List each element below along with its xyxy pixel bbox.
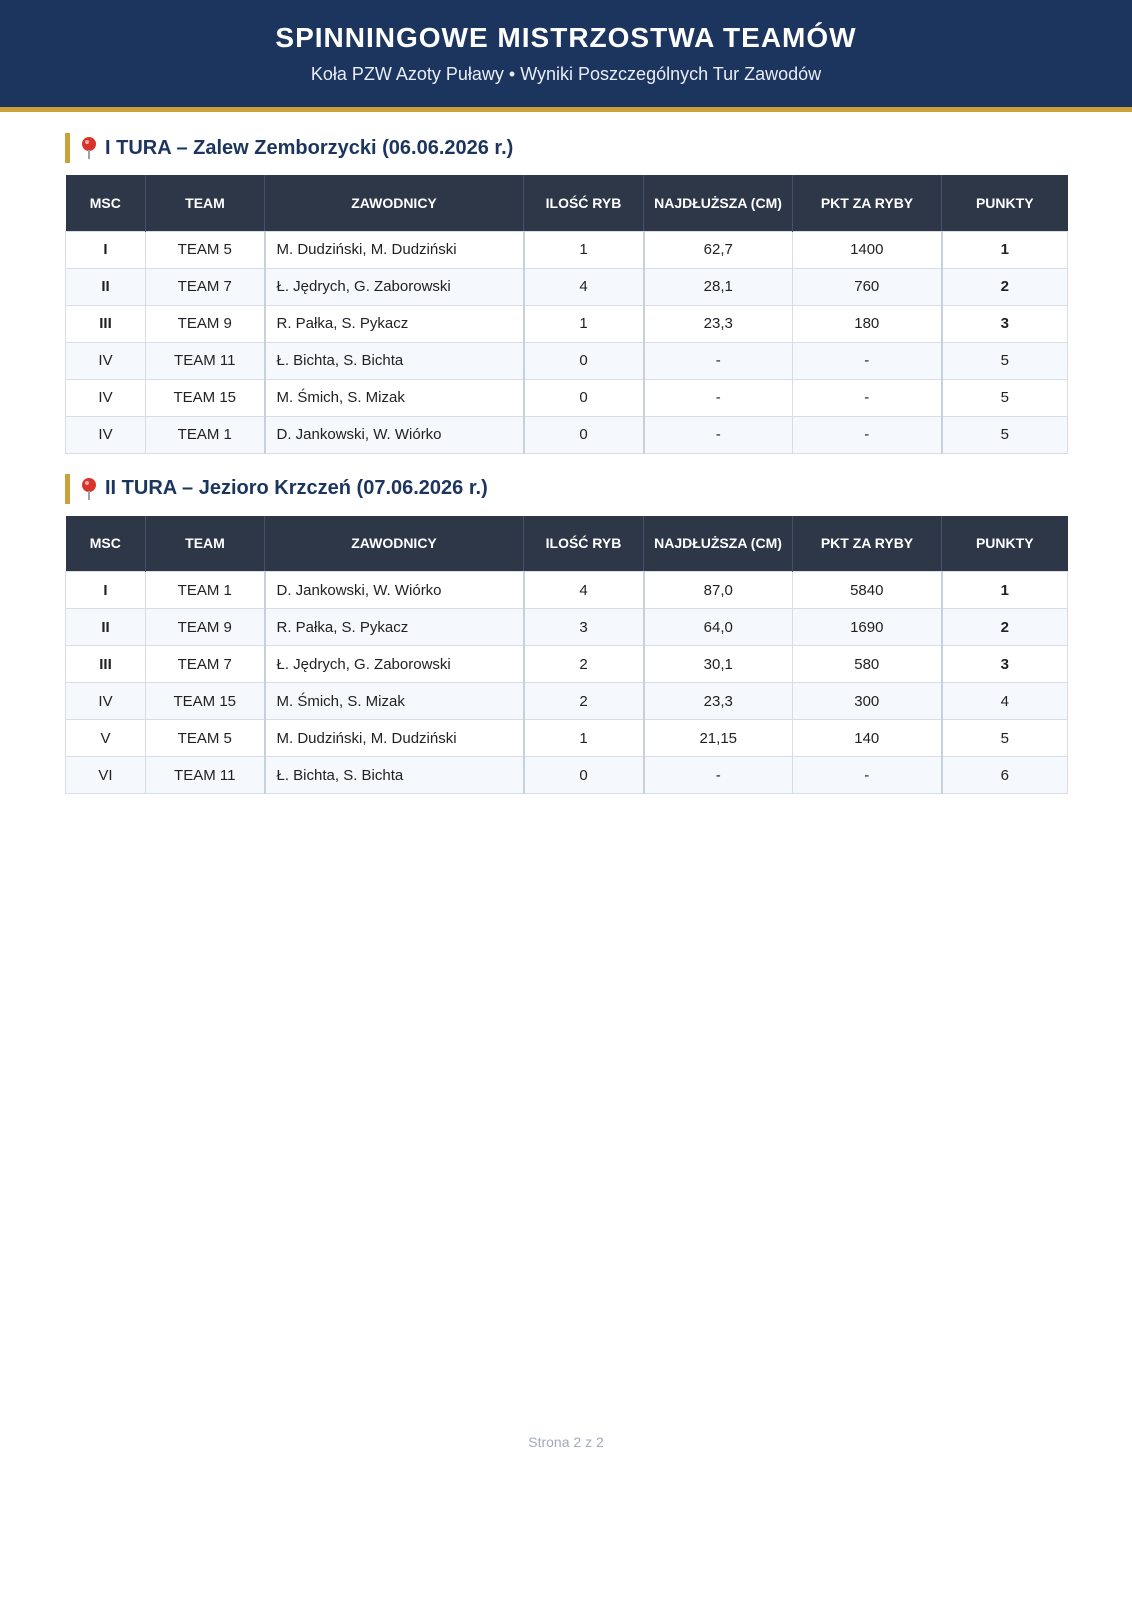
column-header-points: PUNKTY	[942, 516, 1068, 572]
cell-place: IV	[66, 379, 146, 416]
cell-points: 2	[942, 609, 1068, 646]
round-section-2	[65, 474, 1067, 795]
cell-players: R. Pałka, S. Pykacz	[265, 609, 524, 646]
cell-players: R. Pałka, S. Pykacz	[265, 305, 524, 342]
table-row	[66, 342, 1068, 379]
cell-fish-count: 4	[524, 572, 644, 609]
cell-points: 4	[942, 683, 1068, 720]
round-title: II TURA – Jezioro Krzczeń (07.06.2026 r.)	[105, 477, 488, 499]
column-header-team: TEAM	[146, 175, 265, 231]
cell-fish-points: -	[793, 757, 942, 794]
cell-players: Ł. Bichta, S. Bichta	[265, 757, 524, 794]
map-pin-icon	[82, 478, 96, 500]
table-row	[66, 646, 1068, 683]
cell-fish-points: -	[793, 342, 942, 379]
column-header-players: ZAWODNICY	[265, 175, 524, 231]
cell-points: 1	[942, 231, 1068, 268]
cell-fish-count: 4	[524, 268, 644, 305]
cell-place: II	[66, 609, 146, 646]
cell-fish-points: 300	[793, 683, 942, 720]
cell-players: M. Śmich, S. Mizak	[265, 379, 524, 416]
cell-fish-points: -	[793, 416, 942, 453]
cell-players: M. Dudziński, M. Dudziński	[265, 720, 524, 757]
cell-points: 5	[942, 720, 1068, 757]
table-row	[66, 572, 1068, 609]
cell-fish-points: 1400	[793, 231, 942, 268]
cell-team: TEAM 7	[146, 268, 265, 305]
column-header-longest: NAJDŁUŻSZA (CM)	[644, 175, 793, 231]
column-header-players: ZAWODNICY	[265, 516, 524, 572]
cell-team: TEAM 5	[146, 720, 265, 757]
cell-fish-points: -	[793, 379, 942, 416]
cell-place: IV	[66, 416, 146, 453]
cell-team: TEAM 15	[146, 683, 265, 720]
cell-place: IV	[66, 683, 146, 720]
cell-team: TEAM 7	[146, 646, 265, 683]
cell-team: TEAM 5	[146, 231, 265, 268]
round-heading	[65, 133, 1067, 163]
cell-team: TEAM 11	[146, 757, 265, 794]
cell-fish-points: 760	[793, 268, 942, 305]
cell-players: D. Jankowski, W. Wiórko	[265, 416, 524, 453]
column-header-fish-points: PKT ZA RYBY	[793, 516, 942, 572]
cell-fish-points: 180	[793, 305, 942, 342]
cell-longest: 28,1	[644, 268, 793, 305]
cell-longest: -	[644, 379, 793, 416]
cell-players: Ł. Bichta, S. Bichta	[265, 342, 524, 379]
column-header-longest: NAJDŁUŻSZA (CM)	[644, 516, 793, 572]
cell-fish-points: 5840	[793, 572, 942, 609]
page-title: SPINNINGOWE MISTRZOSTWA TEAMÓW	[275, 22, 857, 53]
cell-points: 3	[942, 646, 1068, 683]
cell-longest: -	[644, 342, 793, 379]
cell-fish-points: 140	[793, 720, 942, 757]
round-section-1	[65, 133, 1067, 454]
cell-players: Ł. Jędrych, G. Zaborowski	[265, 646, 524, 683]
cell-team: TEAM 11	[146, 342, 265, 379]
table-row	[66, 720, 1068, 757]
cell-points: 2	[942, 268, 1068, 305]
table-row	[66, 305, 1068, 342]
column-header-fish-count: ILOŚĆ RYB	[524, 516, 644, 572]
cell-fish-count: 2	[524, 646, 644, 683]
column-header-place: MSC	[66, 516, 146, 572]
cell-fish-count: 1	[524, 305, 644, 342]
table-header-row	[66, 516, 1068, 572]
cell-fish-count: 3	[524, 609, 644, 646]
cell-players: M. Śmich, S. Mizak	[265, 683, 524, 720]
results-table	[65, 175, 1068, 454]
cell-place: IV	[66, 342, 146, 379]
table-row	[66, 379, 1068, 416]
column-header-team: TEAM	[146, 516, 265, 572]
table-row	[66, 757, 1068, 794]
cell-fish-points: 1690	[793, 609, 942, 646]
cell-longest: 30,1	[644, 646, 793, 683]
cell-team: TEAM 9	[146, 609, 265, 646]
page-subtitle: Koła PZW Azoty Puławy • Wyniki Poszczególnych Tur Zawodów	[310, 64, 822, 84]
cell-team: TEAM 15	[146, 379, 265, 416]
page-number: Strona 2 z 2	[528, 1434, 604, 1450]
cell-place: VI	[66, 757, 146, 794]
column-header-fish-points: PKT ZA RYBY	[793, 175, 942, 231]
table-row	[66, 683, 1068, 720]
cell-longest: 64,0	[644, 609, 793, 646]
cell-longest: 87,0	[644, 572, 793, 609]
table-row	[66, 231, 1068, 268]
cell-longest: 23,3	[644, 305, 793, 342]
cell-points: 6	[942, 757, 1068, 794]
cell-place: III	[66, 305, 146, 342]
cell-points: 5	[942, 379, 1068, 416]
map-pin-icon	[82, 137, 96, 159]
cell-place: II	[66, 268, 146, 305]
cell-longest: 23,3	[644, 683, 793, 720]
table-row	[66, 268, 1068, 305]
cell-longest: -	[644, 416, 793, 453]
cell-fish-points: 580	[793, 646, 942, 683]
column-header-fish-count: ILOŚĆ RYB	[524, 175, 644, 231]
column-header-points: PUNKTY	[942, 175, 1068, 231]
cell-place: V	[66, 720, 146, 757]
cell-fish-count: 1	[524, 720, 644, 757]
results-table	[65, 516, 1068, 795]
column-header-place: MSC	[66, 175, 146, 231]
cell-points: 3	[942, 305, 1068, 342]
cell-points: 5	[942, 416, 1068, 453]
cell-longest: -	[644, 757, 793, 794]
cell-points: 5	[942, 342, 1068, 379]
table-row	[66, 609, 1068, 646]
cell-fish-count: 1	[524, 231, 644, 268]
cell-place: III	[66, 646, 146, 683]
cell-fish-count: 0	[524, 379, 644, 416]
cell-team: TEAM 1	[146, 416, 265, 453]
cell-players: M. Dudziński, M. Dudziński	[265, 231, 524, 268]
table-header-row	[66, 175, 1068, 231]
cell-team: TEAM 1	[146, 572, 265, 609]
round-title: I TURA – Zalew Zemborzycki (06.06.2026 r.)	[105, 136, 514, 159]
cell-longest: 21,15	[644, 720, 793, 757]
cell-fish-count: 2	[524, 683, 644, 720]
round-heading	[65, 474, 1067, 504]
cell-team: TEAM 9	[146, 305, 265, 342]
cell-players: D. Jankowski, W. Wiórko	[265, 572, 524, 609]
cell-players: Ł. Jędrych, G. Zaborowski	[265, 268, 524, 305]
cell-fish-count: 0	[524, 416, 644, 453]
cell-fish-count: 0	[524, 342, 644, 379]
cell-points: 1	[942, 572, 1068, 609]
cell-fish-count: 0	[524, 757, 644, 794]
page-header	[0, 0, 1132, 112]
cell-longest: 62,7	[644, 231, 793, 268]
cell-place: I	[66, 572, 146, 609]
table-row	[66, 416, 1068, 453]
cell-place: I	[66, 231, 146, 268]
